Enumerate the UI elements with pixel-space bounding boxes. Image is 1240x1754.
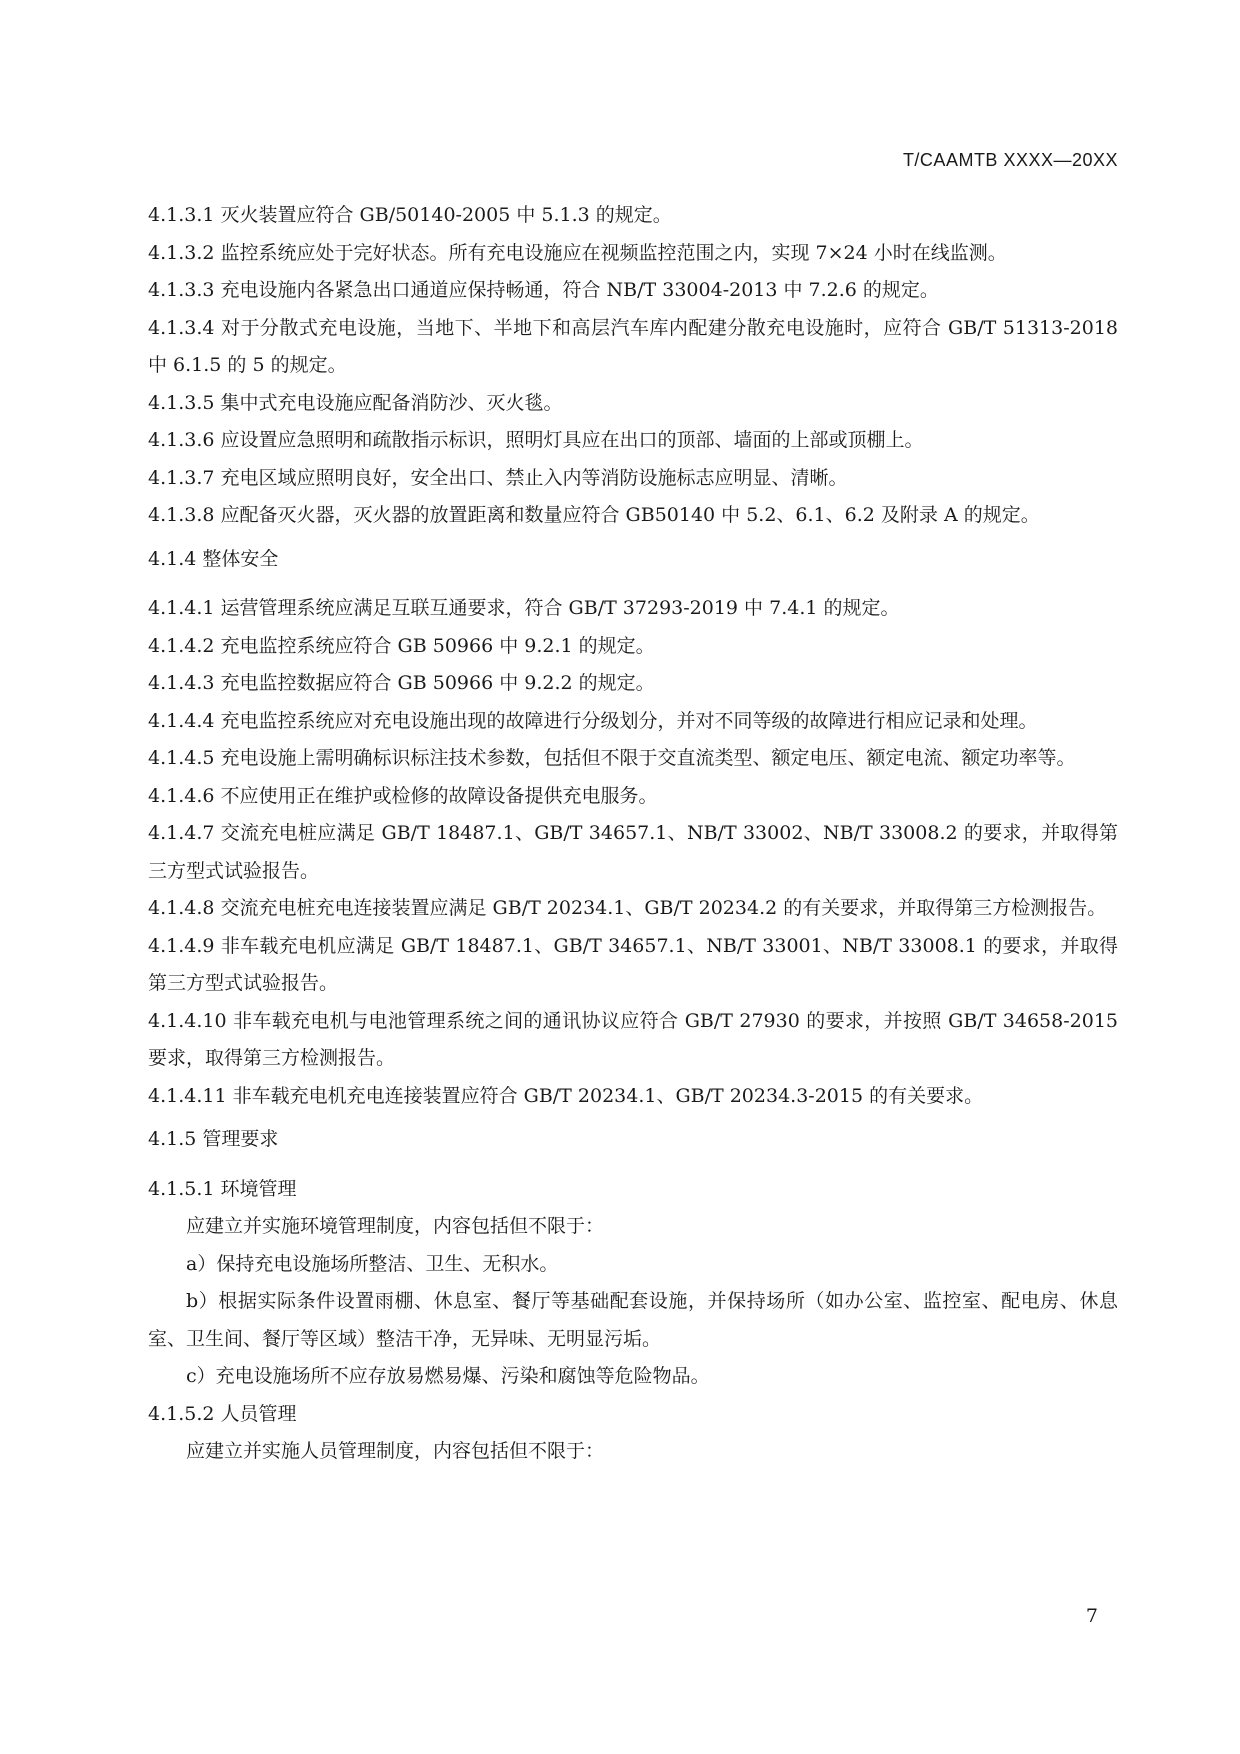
clause-4-1-3-8: 4.1.3.8 应配备灭火器，灭火器的放置距离和数量应符合 GB50140 中 5.2、6.1、6.2 及附录 A 的规定。 xyxy=(148,504,1040,526)
clause-4-1-3-1: 4.1.3.1 灭火装置应符合 GB/50140-2005 中 5.1.3 的规定。 xyxy=(148,204,672,226)
clause-4-1-3-5: 4.1.3.5 集中式充电设施应配备消防沙、灭火毯。 xyxy=(148,391,563,414)
clause-4-1-3-6: 4.1.3.6 应设置应急照明和疏散指示标识，照明灯具应在出口的顶部、墙面的上部或顶棚上。 xyxy=(148,429,924,451)
section-heading-4-1-4: 4.1.4 整体安全 xyxy=(148,547,279,570)
clause-4-1-5-2-title: 4.1.5.2 人员管理 xyxy=(148,1402,297,1425)
clause-4-1-4-9: 4.1.4.9 非车载充电机应满足 GB/T 18487.1、GB/T 34657.1、NB/T 33001、NB/T 33008.1 的要求，并取得第三方型式试验报告。 xyxy=(148,934,1118,994)
clause-4-1-4-7: 4.1.4.7 交流充电桩应满足 GB/T 18487.1、GB/T 34657.1、NB/T 33002、NB/T 33008.2 的要求，并取得第三方型式试验报告。 xyxy=(148,822,1118,882)
clause-4-1-3-2: 4.1.3.2 监控系统应处于完好状态。所有充电设施应在视频监控范围之内，实现 7×24 小时在线监测。 xyxy=(148,241,1007,264)
standard-code-header: T/CAAMTB XXXX—20XX xyxy=(902,150,1118,170)
document-body xyxy=(148,197,1118,1471)
environment-item-b: b）根据实际条件设置雨棚、休息室、餐厅等基础配套设施，并保持场所（如办公室、监控室、配电房、休息室、卫生间、餐厅等区域）整洁干净，无异味、无明显污垢。 xyxy=(148,1290,1118,1350)
environment-item-c: c）充电设施场所不应存放易燃易爆、污染和腐蚀等危险物品。 xyxy=(186,1365,710,1387)
clause-4-1-5-1-title: 4.1.5.1 环境管理 xyxy=(148,1177,297,1200)
clause-4-1-4-4: 4.1.4.4 充电监控系统应对充电设施出现的故障进行分级划分，并对不同等级的故障进行相应记录和处理。 xyxy=(148,709,1038,732)
clause-4-1-4-11: 4.1.4.11 非车载充电机充电连接装置应符合 GB/T 20234.1、GB/T 20234.3-2015 的有关要求。 xyxy=(148,1084,984,1107)
clause-4-1-4-3: 4.1.4.3 充电监控数据应符合 GB 50966 中 9.2.2 的规定。 xyxy=(148,672,655,694)
personnel-intro: 应建立并实施人员管理制度，内容包括但不限于： xyxy=(186,1440,605,1462)
section-heading-4-1-5: 4.1.5 管理要求 xyxy=(148,1128,279,1150)
clause-4-1-4-8: 4.1.4.8 交流充电桩充电连接装置应满足 GB/T 20234.1、GB/T 20234.2 的有关要求，并取得第三方检测报告。 xyxy=(148,897,1107,919)
clause-4-1-3-3: 4.1.3.3 充电设施内各紧急出口通道应保持畅通，符合 NB/T 33004-2013 中 7.2.6 的规定。 xyxy=(148,279,939,301)
clause-4-1-4-6: 4.1.4.6 不应使用正在维护或检修的故障设备提供充电服务。 xyxy=(148,784,658,807)
clause-4-1-4-1: 4.1.4.1 运营管理系统应满足互联互通要求，符合 GB/T 37293-2019 中 7.4.1 的规定。 xyxy=(148,597,900,619)
clause-4-1-3-4: 4.1.3.4 对于分散式充电设施，当地下、半地下和高层汽车库内配建分散充电设施时，应符合 GB/T 51313-2018 中 6.1.5 的 5 的规定。 xyxy=(148,316,1118,376)
page-number: 7 xyxy=(1085,1605,1098,1627)
environment-item-a: a）保持充电设施场所整洁、卫生、无积水。 xyxy=(186,1252,559,1275)
clause-4-1-4-2: 4.1.4.2 充电监控系统应符合 GB 50966 中 9.2.1 的规定。 xyxy=(148,634,655,657)
clause-4-1-3-7: 4.1.3.7 充电区域应照明良好，安全出口、禁止入内等消防设施标志应明显、清晰。 xyxy=(148,466,848,489)
clause-4-1-4-5: 4.1.4.5 充电设施上需明确标识标注技术参数，包括但不限于交直流类型、额定电压、额定电流、额定功率等。 xyxy=(148,747,1076,769)
environment-intro: 应建立并实施环境管理制度，内容包括但不限于： xyxy=(186,1215,605,1237)
clause-4-1-4-10: 4.1.4.10 非车载充电机与电池管理系统之间的通讯协议应符合 GB/T 27930 的要求，并按照 GB/T 34658-2015 要求，取得第三方检测报告。 xyxy=(148,1009,1118,1069)
